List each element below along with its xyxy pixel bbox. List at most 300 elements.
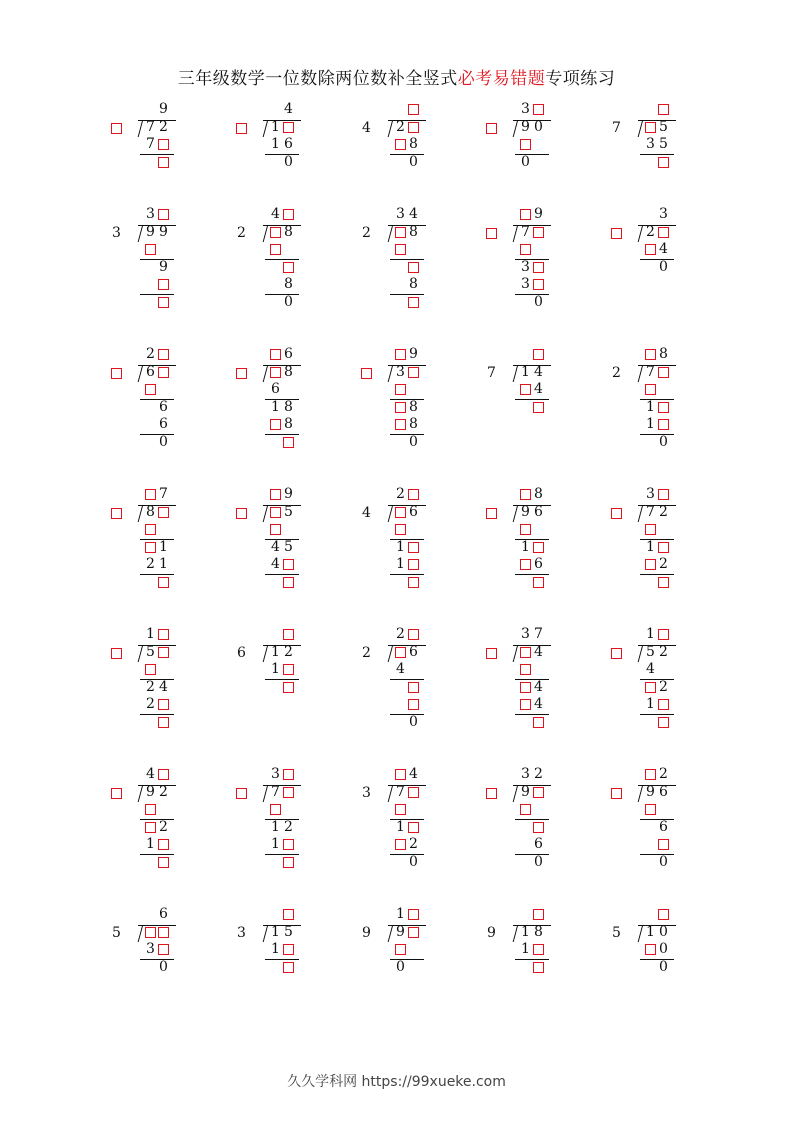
remainder-row [269,959,295,976]
blank-box[interactable] [145,664,156,675]
divisor-blank-cell [610,505,623,522]
blank-box[interactable] [270,367,281,378]
blank-box[interactable] [158,507,169,518]
quotient-digit: 4 [409,766,418,782]
blank-box[interactable] [283,629,294,640]
product-row [644,661,670,678]
quotient-row [144,626,170,643]
blank-box[interactable] [395,647,406,658]
remainder-blank-cell [282,574,295,591]
product-row [644,521,670,538]
blank-box[interactable] [533,349,544,360]
blank-box[interactable] [111,648,122,659]
remainder-digit: 0 [409,853,418,870]
quotient-digit: 6 [159,906,168,922]
blank-box[interactable] [270,419,281,430]
blank-box[interactable] [270,489,281,500]
blank-box[interactable] [520,489,531,500]
blank-box[interactable] [486,228,497,239]
blank-box[interactable] [533,227,544,238]
blank-box[interactable] [145,927,156,938]
remainder-blank-cell [532,574,545,591]
blank-box[interactable] [533,542,544,553]
blank-box[interactable] [520,804,531,815]
quotient-blank-cell [644,346,657,363]
blank-box[interactable] [611,788,622,799]
divisor [110,225,123,242]
dividend-digit: 7 [646,503,655,520]
blank-box[interactable] [395,769,406,780]
dividend-digit: 8 [146,503,155,520]
blank-box[interactable] [395,507,406,518]
remainder-blank-cell [532,259,545,276]
blank-box[interactable] [395,402,406,413]
product-digit: 8 [284,276,293,292]
division-bracket-side [138,785,143,802]
blank-box[interactable] [408,822,419,833]
product-row [394,381,420,398]
blank-box[interactable] [111,788,122,799]
product-digit: 1 [271,136,280,152]
dividend-blank-cell [407,924,420,941]
blank-box[interactable] [520,559,531,570]
product-row [519,836,545,853]
blank-box[interactable] [395,839,406,850]
blank-box[interactable] [158,944,169,955]
blank-box[interactable] [533,962,544,973]
blank-box[interactable] [145,384,156,395]
blank-box[interactable] [408,787,419,798]
product-digit: 6 [159,416,168,432]
dividend-digit: 5 [146,643,155,660]
blank-box[interactable] [283,962,294,973]
blank-box[interactable] [658,717,669,728]
product-row [394,941,420,958]
blank-box[interactable] [408,559,419,570]
remainder-digit: 4 [271,538,280,555]
dividend-digit: 5 [284,923,293,940]
blank-box[interactable] [658,227,669,238]
blank-box[interactable] [408,577,419,588]
blank-box[interactable] [533,279,544,290]
blank-box[interactable] [611,508,622,519]
blank-box[interactable] [533,717,544,728]
divisor-blank-cell [485,225,498,242]
product-blank-cell [519,556,532,573]
remainder-row [144,294,170,311]
dividend-blank-cell [282,784,295,801]
blank-box[interactable] [236,788,247,799]
blank-box[interactable] [611,648,622,659]
blank-box[interactable] [283,787,294,798]
blank-box[interactable] [408,927,419,938]
remainder-digit [644,959,657,976]
remainder-digit [394,574,407,591]
quotient-row [269,206,295,223]
divisor-digit: 2 [362,224,371,241]
blank-box[interactable] [283,839,294,850]
dividend-digit: 1 [271,643,280,660]
blank-box[interactable] [645,122,656,133]
divisor [485,225,498,242]
blank-box[interactable] [486,788,497,799]
remainder-digit: 1 [646,538,655,555]
remainder-blank-cell [282,959,295,976]
blank-box[interactable] [283,769,294,780]
blank-box[interactable] [533,909,544,920]
dividend-digit: 2 [284,643,293,660]
blank-box[interactable] [395,384,406,395]
blank-box[interactable] [283,262,294,273]
blank-box[interactable] [408,909,419,920]
blank-box[interactable] [145,524,156,535]
dividend-digit: 5 [646,643,655,660]
quotient-row [644,766,670,783]
blank-box[interactable] [283,682,294,693]
remainder-row [644,434,670,451]
blank-box[interactable] [658,839,669,850]
product-digit [157,801,170,818]
blank-box[interactable] [395,524,406,535]
divisor [485,365,498,382]
blank-box[interactable] [111,508,122,519]
blank-box[interactable] [158,279,169,290]
remainder-row [519,294,545,311]
remainder-row [269,399,295,416]
remainder-row [144,574,170,591]
blank-box[interactable] [658,577,669,588]
blank-box[interactable] [533,822,544,833]
remainder-digit [519,959,532,976]
product-blank-cell [394,136,407,153]
remainder-row [269,574,295,591]
blank-box[interactable] [158,927,169,938]
blank-box[interactable] [658,629,669,640]
blank-box[interactable] [408,629,419,640]
dividend-digit: 2 [659,503,668,520]
remainder-digit [519,574,532,591]
blank-box[interactable] [395,944,406,955]
dividend-digit: 2 [159,783,168,800]
blank-box[interactable] [611,228,622,239]
blank-box[interactable] [533,104,544,115]
blank-box[interactable] [533,402,544,413]
blank-box[interactable] [395,227,406,238]
remainder-row [519,714,545,731]
product-blank-cell [532,941,545,958]
product-row [519,521,545,538]
blank-box[interactable] [520,524,531,535]
blank-box[interactable] [408,699,419,710]
blank-box[interactable] [283,559,294,570]
quotient-row [269,486,295,503]
blank-box[interactable] [408,489,419,500]
blank-box[interactable] [645,559,656,570]
remainder-row [269,854,295,871]
blank-box[interactable] [645,244,656,255]
blank-box[interactable] [520,647,531,658]
quotient-digit: 3 [521,766,530,782]
blank-box[interactable] [658,402,669,413]
division-bracket-side [138,365,143,382]
blank-box[interactable] [158,297,169,308]
blank-box[interactable] [408,542,419,553]
quotient-digit [644,906,657,923]
blank-box[interactable] [645,682,656,693]
quotient-blank-cell [407,486,420,503]
dividend-row [269,644,295,661]
product-blank-cell [144,801,157,818]
dividend-row [394,224,420,241]
dividend-digit: 1 [271,923,280,940]
product-row [519,661,545,678]
blank-box[interactable] [486,648,497,659]
dividend-digit: 4 [534,363,543,380]
dividend-blank-cell [657,224,670,241]
division-bracket-side [263,645,268,662]
division-bracket-side [388,365,393,382]
blank-box[interactable] [283,437,294,448]
remainder-blank-cell [532,959,545,976]
blank-box[interactable] [236,508,247,519]
blank-box[interactable] [145,542,156,553]
product-row [519,801,545,818]
product-row [394,556,420,573]
blank-box[interactable] [270,804,281,815]
division-bracket-side [388,505,393,522]
blank-box[interactable] [145,489,156,500]
blank-box[interactable] [408,104,419,115]
blank-box[interactable] [520,384,531,395]
blank-box[interactable] [270,227,281,238]
blank-box[interactable] [236,123,247,134]
quotient-blank-cell [657,626,670,643]
division-bracket-side [138,505,143,522]
blank-box[interactable] [645,769,656,780]
quotient-row [144,101,170,118]
product-digit [282,381,295,398]
product-blank-cell [394,416,407,433]
remainder-blank-cell [532,399,545,416]
divisor-blank-cell [485,505,498,522]
blank-box[interactable] [270,507,281,518]
quotient-blank-cell [407,101,420,118]
blank-box[interactable] [158,367,169,378]
product-digit: 6 [284,136,293,152]
blank-box[interactable] [645,804,656,815]
product-digit [394,696,407,713]
blank-box[interactable] [111,123,122,134]
blank-box[interactable] [645,524,656,535]
blank-box[interactable] [158,157,169,168]
product-blank-cell [269,521,282,538]
remainder-row [644,574,670,591]
blank-box[interactable] [395,419,406,430]
blank-box[interactable] [158,209,169,220]
blank-box[interactable] [408,262,419,273]
blank-box[interactable] [658,419,669,430]
dividend-row [269,504,295,521]
blank-box[interactable] [486,508,497,519]
quotient-row [519,206,545,223]
product-blank-cell [394,941,407,958]
quotient-row [644,206,670,223]
title-prefix: 三年级数学一位数除两位数补全竖式 [177,69,458,89]
blank-box[interactable] [158,349,169,360]
blank-box[interactable] [533,577,544,588]
blank-box[interactable] [283,664,294,675]
blank-box[interactable] [533,787,544,798]
dividend-digit: 2 [646,223,655,240]
blank-box[interactable] [658,367,669,378]
blank-box[interactable] [658,699,669,710]
blank-box[interactable] [486,123,497,134]
blank-box[interactable] [408,297,419,308]
blank-box[interactable] [145,244,156,255]
product-row [269,276,295,293]
product-digit [407,241,420,258]
product-blank-cell [144,381,157,398]
dividend-row [269,784,295,801]
blank-box[interactable] [145,804,156,815]
blank-box[interactable] [533,262,544,273]
title-suffix: 专项练习 [545,69,616,89]
product-row [269,941,295,958]
blank-box[interactable] [408,682,419,693]
quotient-blank-cell [532,346,545,363]
product-digit [657,521,670,538]
blank-box[interactable] [520,699,531,710]
dividend-row [644,119,670,136]
blank-box[interactable] [158,857,169,868]
blank-box[interactable] [408,122,419,133]
quotient-digit [144,906,157,923]
divisor [110,925,123,942]
blank-box[interactable] [520,682,531,693]
product-row [519,556,545,573]
remainder-row [644,959,670,976]
blank-box[interactable] [283,209,294,220]
quotient-digit: 1 [646,626,655,642]
blank-box[interactable] [158,139,169,150]
remainder-row [519,819,545,836]
divisor [485,505,498,522]
product-blank-cell [144,521,157,538]
blank-box[interactable] [145,822,156,833]
blank-box[interactable] [158,647,169,658]
blank-box[interactable] [658,542,669,553]
blank-box[interactable] [645,384,656,395]
quotient-digit: 4 [409,206,418,222]
quotient-digit [519,346,532,363]
blank-box[interactable] [520,209,531,220]
product-digit [144,276,157,293]
remainder-digit: 2 [659,678,668,695]
blank-box[interactable] [236,368,247,379]
dividend-blank-cell [394,224,407,241]
blank-box[interactable] [658,489,669,500]
blank-box[interactable] [158,839,169,850]
quotient-digit: 3 [271,766,280,782]
remainder-row [394,679,420,696]
remainder-digit: 0 [534,293,543,310]
product-row [144,696,170,713]
blank-box[interactable] [395,139,406,150]
blank-box[interactable] [645,349,656,360]
division-bracket-side [138,645,143,662]
page-title [0,64,793,89]
blank-box[interactable] [270,524,281,535]
divisor [360,645,373,662]
blank-box[interactable] [658,157,669,168]
dividend-digit: 2 [396,118,405,135]
blank-box[interactable] [283,857,294,868]
product-blank-cell [394,521,407,538]
blank-box[interactable] [158,769,169,780]
blank-box[interactable] [658,104,669,115]
blank-box[interactable] [111,368,122,379]
blank-box[interactable] [520,244,531,255]
product-blank-cell [144,241,157,258]
product-digit: 2 [409,836,418,852]
remainder-blank-cell [394,399,407,416]
blank-box[interactable] [270,349,281,360]
blank-box[interactable] [520,139,531,150]
quotient-row [394,486,420,503]
dividend-blank-cell [157,364,170,381]
blank-box[interactable] [283,122,294,133]
blank-box[interactable] [520,664,531,675]
remainder-digit [144,854,157,871]
blank-box[interactable] [283,577,294,588]
divisor-blank-cell [235,120,248,137]
quotient-blank-cell [144,486,157,503]
blank-box[interactable] [658,909,669,920]
product-digit [282,241,295,258]
blank-box[interactable] [158,717,169,728]
remainder-digit: 8 [284,398,293,415]
blank-box[interactable] [645,944,656,955]
dividend-row [644,924,670,941]
blank-box[interactable] [158,629,169,640]
quotient-digit: 9 [284,486,293,502]
blank-box[interactable] [158,577,169,588]
quotient-blank-cell [407,906,420,923]
divisor [235,225,248,242]
dividend-row [644,224,670,241]
blank-box[interactable] [158,699,169,710]
product-row [394,241,420,258]
blank-box[interactable] [408,367,419,378]
blank-box[interactable] [270,244,281,255]
remainder-row [394,854,420,871]
blank-box[interactable] [283,909,294,920]
blank-box[interactable] [395,244,406,255]
division-bracket-side [138,120,143,137]
blank-box[interactable] [533,944,544,955]
division-bracket-side [513,925,518,942]
blank-box[interactable] [395,804,406,815]
blank-box[interactable] [361,368,372,379]
product-digit: 0 [659,941,668,957]
blank-box[interactable] [395,349,406,360]
divisor-digit: 9 [362,924,371,941]
product-blank-cell [644,381,657,398]
remainder-blank-cell [407,819,420,836]
product-digit [157,241,170,258]
blank-box[interactable] [283,944,294,955]
remainder-row [144,959,170,976]
